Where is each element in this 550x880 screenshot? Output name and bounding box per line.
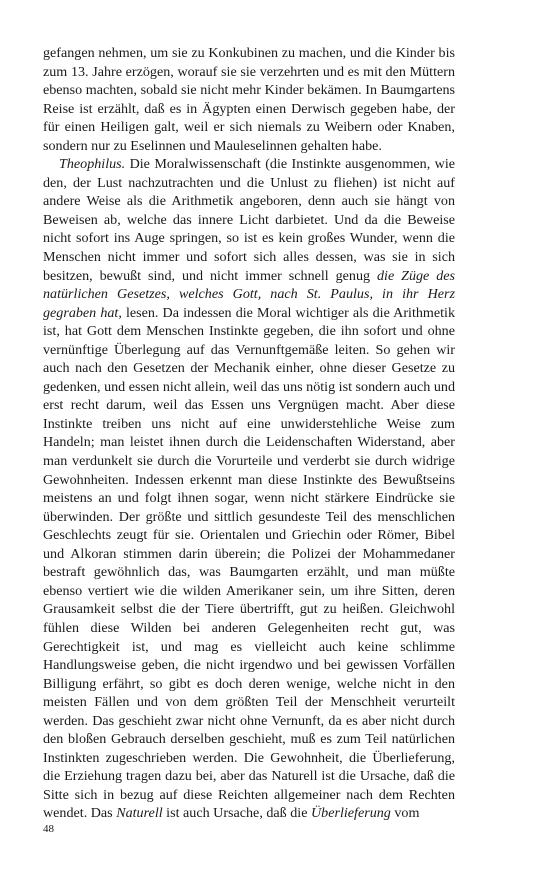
italic-naturell: Naturell: [116, 805, 163, 822]
paragraph-theophilus: [43, 155, 455, 823]
italic-ueberlieferung: Überlieferung: [310, 805, 391, 822]
paragraph-continuation: gefangen nehmen, um sie zu Konkubinen zu machen, und die Kinder bis zum 13. Jahre erzögen, worauf sie sie verzehrten und es mit den Müttern ebenso machten, sobald sie nicht mehr Kinder bekämen. In Baumgartens Reise ist erzählt, daß es in Ägypten einen Derwisch gegeben habe, der für einen Heiligen galt, weil er sich niemals zu Weibern oder Knaben, sondern nur zu Eselinnen und Mauleselinnen gehalten habe.: [43, 45, 455, 154]
body-text: [43, 44, 455, 823]
paragraph-text-a: Die Moralwissenschaft (die Instinkte ausgenommen, wie den, der Lust nachzutrachten und die Unlust zu fliehen) ist nicht auf andere Weise als die Arithmetik angeboren, denn auch sie hängt von Beweisen ab, welche das innere Licht darbietet. Und da die Beweise nicht sofort ins Auge springen, so ist es kein großes Wunder, wenn die Menschen nicht immer und sofort sich alles dessen, was sie in sich besitzen, bewußt sind, und nicht immer schnell genug: [43, 156, 455, 284]
italic-quote: die Züge des natürlichen Gesetzes, welches Gott, nach St. Paulus, in ihr Herz gegraben hat: [43, 267, 455, 321]
paragraph-text-d: vom: [390, 805, 420, 822]
speaker-name: Theophilus.: [59, 156, 126, 173]
page-number: 48: [43, 823, 54, 835]
paragraph-text-c: ist auch Ursache, daß die: [162, 805, 311, 822]
paragraph-text-b: , lesen. Da indessen die Moral wichtiger als die Arithmetik ist, hat Gott dem Menschen Instinkte gegeben, die ihn sofort und ohne vernünftige Überlegung auf das Vernunftgemäße leiten. So gehen wir auch nach den Gesetzen der Mechanik einher, ohne dieser Gesetze zu gedenken, und essen nicht allein, weil das uns nötig ist sondern auch und erst recht darum, weil das Essen uns Vergnügen macht. Aber diese Instinkte treiben uns nicht auf eine unwiderstehliche Weise zum Handeln; man leistet ihnen durch die Leidenschaften Widerstand, aber man verdunkelt sie durch die Vorurteile und verderbt sie durch widrige Gewohnheiten. Indessen erkennt man diese Instinkte des Bewußtseins meistens an und folgt ihnen sogar, wenn nicht stärkere Eindrücke sie überwinden. Der größte und sittlich gesundeste Teil des menschlichen Geschlechts zeugt für sie. Orientalen und Griechin oder Römer, Bibel und Alkoran stimmen darin überein; die Polizei der Mohammedaner bestraft gewöhnlich das, was Baumgarten erzählt, und man müßte ebenso vertiert wie die wilden Amerikaner sein, um ihre Sitten, deren Grausamkeit selbst die der Tiere übertrifft, gut zu heißen. Gleichwohl fühlen diese Wilden bei anderen Gelegenheiten recht gut, was Gerechtigkeit ist, und mag es vielleicht auch keine schlimme Handlungsweise geben, die nicht irgendwo und bei gewissen Vorfällen Billigung erfährt, so gibt es doch deren wenige, welche nicht in den meisten Fällen und von dem größten Teil der Menschheit verurteilt werden. Das geschieht zwar nicht ohne Vernunft, da es aber nicht durch den bloßen Gebrauch derselben geschieht, muß es zum Teil natürlichen Instinkten zugeschrieben werden. Die Gewohnheit, die Überlieferung, die Erziehung tragen dazu bei, aber das Naturell ist die Ursache, daß die Sitte sich in bezug auf diese Reichten allgemeiner nach dem Rechten wendet. Das: [43, 304, 456, 822]
